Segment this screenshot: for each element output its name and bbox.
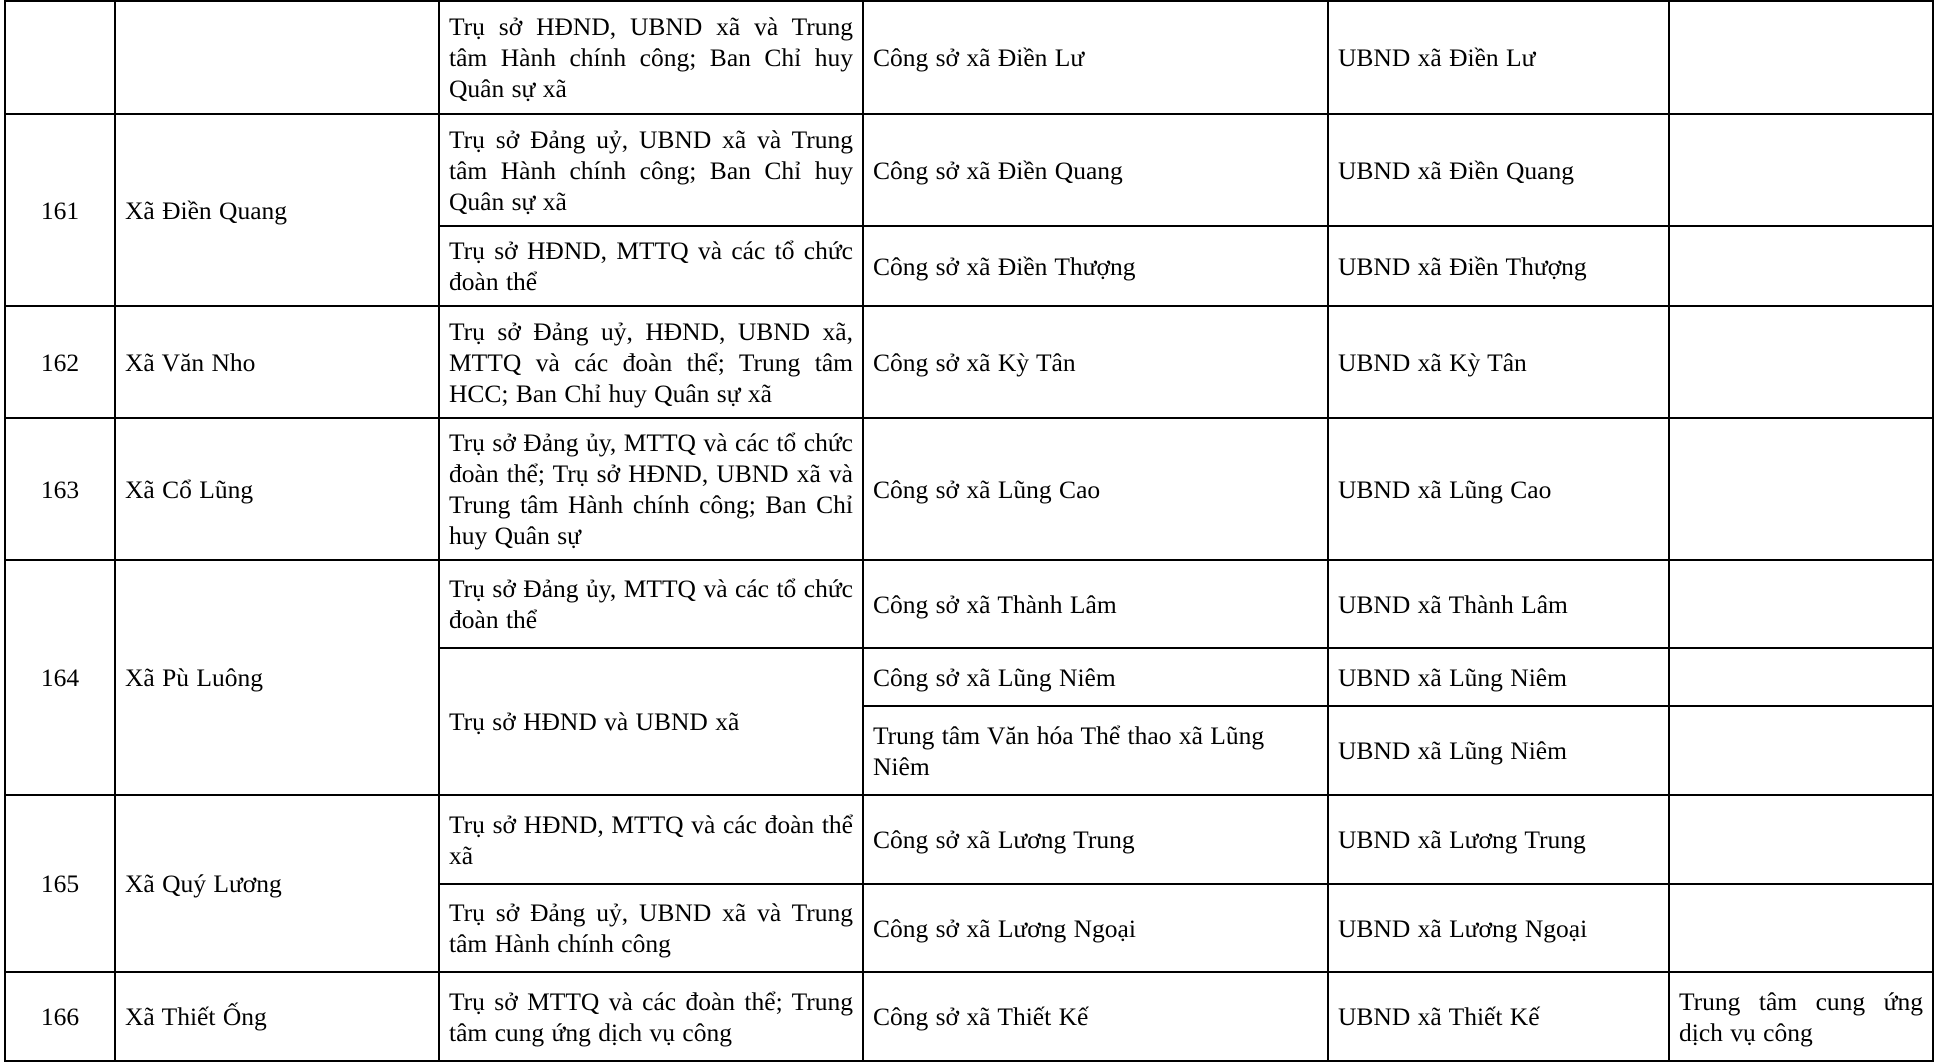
note	[1669, 706, 1933, 795]
facility-name: Trung tâm Văn hóa Thể thao xã Lũng Niêm	[863, 706, 1328, 795]
managing-unit: UBND xã Lương Ngoại	[1328, 884, 1669, 972]
row-number	[5, 1, 115, 114]
office-function: Trụ sở MTTQ và các đoàn thể; Trung tâm cung ứng dịch vụ công	[439, 972, 863, 1061]
row-number: 165	[5, 795, 115, 972]
commune-name: Xã Điền Quang	[115, 114, 439, 306]
commune-name: Xã Thiết Ống	[115, 972, 439, 1061]
managing-unit: UBND xã Lũng Niêm	[1328, 706, 1669, 795]
office-function: Trụ sở HĐND, UBND xã và Trung tâm Hành chính công; Ban Chỉ huy Quân sự xã	[439, 1, 863, 114]
facility-name: Công sở xã Lũng Niêm	[863, 648, 1328, 706]
office-function: Trụ sở Đảng ủy, MTTQ và các tổ chức đoàn thể	[439, 560, 863, 648]
managing-unit: UBND xã Kỳ Tân	[1328, 306, 1669, 418]
facility-assignment-table	[4, 0, 1934, 1062]
note: Trung tâm cung ứng dịch vụ công	[1669, 972, 1933, 1061]
row-number: 163	[5, 418, 115, 560]
facility-name: Công sở xã Thiết Kế	[863, 972, 1328, 1061]
facility-name: Công sở xã Kỳ Tân	[863, 306, 1328, 418]
office-function: Trụ sở Đảng uỷ, HĐND, UBND xã, MTTQ và các đoàn thể; Trung tâm HCC; Ban Chỉ huy Quân sự xã	[439, 306, 863, 418]
commune-name: Xã Văn Nho	[115, 306, 439, 418]
managing-unit: UBND xã Lũng Niêm	[1328, 648, 1669, 706]
table-row	[5, 1, 1933, 114]
note	[1669, 306, 1933, 418]
managing-unit: UBND xã Điền Lư	[1328, 1, 1669, 114]
table-row	[5, 418, 1933, 560]
office-function: Trụ sở Đảng uỷ, UBND xã và Trung tâm Hành chính công	[439, 884, 863, 972]
table-row	[5, 560, 1933, 648]
note	[1669, 560, 1933, 648]
note	[1669, 418, 1933, 560]
facility-name: Công sở xã Điền Quang	[863, 114, 1328, 226]
note	[1669, 795, 1933, 884]
note	[1669, 648, 1933, 706]
commune-name: Xã Pù Luông	[115, 560, 439, 795]
commune-name: Xã Cổ Lũng	[115, 418, 439, 560]
office-function: Trụ sở HĐND và UBND xã	[439, 648, 863, 795]
managing-unit: UBND xã Điền Quang	[1328, 114, 1669, 226]
facility-name: Công sở xã Điền Thượng	[863, 226, 1328, 306]
managing-unit: UBND xã Thiết Kế	[1328, 972, 1669, 1061]
facility-name: Công sở xã Lương Trung	[863, 795, 1328, 884]
managing-unit: UBND xã Thành Lâm	[1328, 560, 1669, 648]
table-row	[5, 306, 1933, 418]
office-function: Trụ sở HĐND, MTTQ và các đoàn thể xã	[439, 795, 863, 884]
office-function: Trụ sở Đảng ủy, MTTQ và các tổ chức đoàn thể; Trụ sở HĐND, UBND xã và Trung tâm Hành chính công; Ban Chỉ huy Quân sự	[439, 418, 863, 560]
note	[1669, 884, 1933, 972]
row-number: 164	[5, 560, 115, 795]
note	[1669, 1, 1933, 114]
managing-unit: UBND xã Lương Trung	[1328, 795, 1669, 884]
managing-unit: UBND xã Lũng Cao	[1328, 418, 1669, 560]
office-function: Trụ sở Đảng uỷ, UBND xã và Trung tâm Hành chính công; Ban Chỉ huy Quân sự xã	[439, 114, 863, 226]
table-row	[5, 972, 1933, 1061]
row-number: 161	[5, 114, 115, 306]
facility-name: Công sở xã Lương Ngoại	[863, 884, 1328, 972]
managing-unit: UBND xã Điền Thượng	[1328, 226, 1669, 306]
commune-name: Xã Quý Lương	[115, 795, 439, 972]
row-number: 162	[5, 306, 115, 418]
table-row	[5, 795, 1933, 884]
facility-name: Công sở xã Thành Lâm	[863, 560, 1328, 648]
facility-name: Công sở xã Lũng Cao	[863, 418, 1328, 560]
office-function: Trụ sở HĐND, MTTQ và các tổ chức đoàn thể	[439, 226, 863, 306]
note	[1669, 114, 1933, 226]
table-row	[5, 114, 1933, 226]
commune-name	[115, 1, 439, 114]
facility-name: Công sở xã Điền Lư	[863, 1, 1328, 114]
note	[1669, 226, 1933, 306]
row-number: 166	[5, 972, 115, 1061]
